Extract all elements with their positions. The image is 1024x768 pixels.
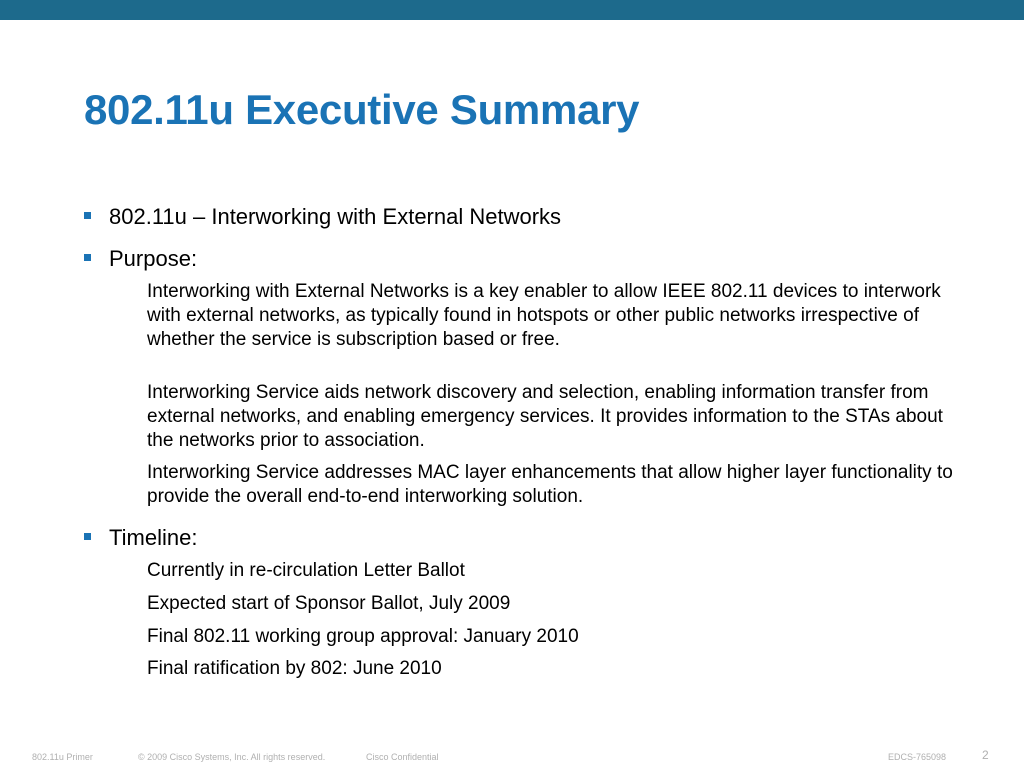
timeline-item: Currently in re-circulation Letter Ballot xyxy=(147,560,465,581)
timeline-item: Final ratification by 802: June 2010 xyxy=(147,658,442,679)
bullet-label: 802.11u – Interworking with External Networks xyxy=(109,204,562,229)
bullet-label: Purpose: xyxy=(109,246,198,271)
top-banner-bar xyxy=(0,0,1024,20)
slide-title: 802.11u Executive Summary xyxy=(84,86,640,133)
square-bullet-icon xyxy=(84,254,91,261)
page-number: 2 xyxy=(982,748,989,762)
square-bullet-icon xyxy=(84,533,91,540)
purpose-paragraph: Interworking with External Networks is a key enabler to allow IEEE 802.11 devices to interwork with external networks, as typically found in hotspots or other public networks irrespective of whether the service is subscription based or free. xyxy=(147,281,941,350)
timeline-item: Expected start of Sponsor Ballot, July 2009 xyxy=(147,593,511,614)
timeline-item: Final 802.11 working group approval: January 2010 xyxy=(147,626,579,647)
footer-doc-id: EDCS-765098 xyxy=(888,752,947,762)
purpose-paragraph: Interworking Service addresses MAC layer enhancements that allow higher layer functionality to provide the overall end-to-end interworking solution. xyxy=(147,462,953,507)
footer-confidential: Cisco Confidential xyxy=(366,752,439,762)
square-bullet-icon xyxy=(84,212,91,219)
purpose-paragraph: Interworking Service aids network discovery and selection, enabling information transfer from external networks, and enabling emergency services. It provides information to the STAs about the networks prior to association. xyxy=(147,382,943,451)
footer-primer: 802.11u Primer xyxy=(32,752,93,762)
footer-copyright: © 2009 Cisco Systems, Inc. All rights reserved. xyxy=(138,752,326,762)
bullet-label: Timeline: xyxy=(109,525,198,550)
